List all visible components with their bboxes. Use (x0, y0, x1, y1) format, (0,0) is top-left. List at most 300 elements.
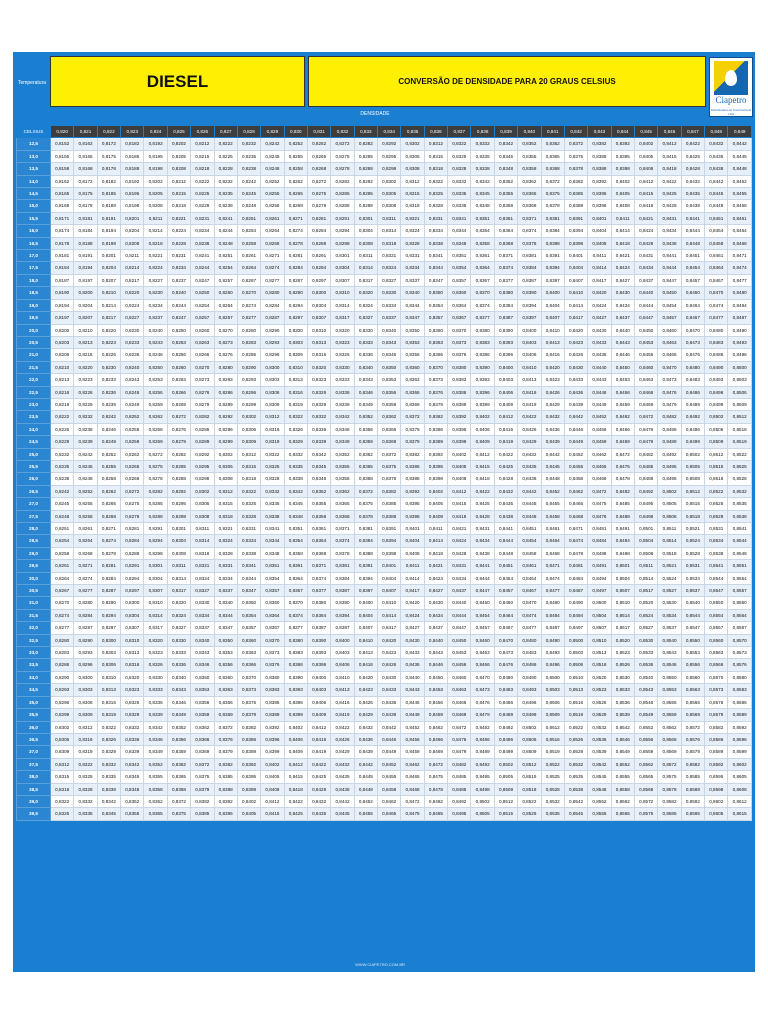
converted-density-cell: 0,8332 (471, 138, 494, 150)
converted-density-cell: 0,8275 (331, 150, 354, 162)
converted-density-cell: 0,8476 (681, 349, 704, 361)
converted-density-cell: 0,8481 (564, 560, 587, 572)
converted-density-cell: 0,8247 (167, 312, 190, 324)
converted-density-cell: 0,8365 (331, 498, 354, 510)
converted-density-cell: 0,8402 (237, 795, 260, 807)
converted-density-cell: 0,8264 (214, 299, 237, 311)
converted-density-cell: 0,8320 (331, 324, 354, 336)
converted-density-cell: 0,8579 (681, 746, 704, 758)
converted-density-cell: 0,8456 (401, 733, 424, 745)
converted-density-cell: 0,8315 (51, 771, 74, 783)
converted-density-cell: 0,8585 (681, 771, 704, 783)
converted-density-cell: 0,8344 (424, 262, 447, 274)
converted-density-cell: 0,8369 (191, 746, 214, 758)
converted-density-cell: 0,8270 (214, 324, 237, 336)
temperature-cell: 22,5 (17, 386, 51, 398)
converted-density-cell: 0,8346 (191, 659, 214, 671)
converted-density-cell: 0,8342 (307, 448, 330, 460)
converted-density-cell: 0,8536 (611, 696, 634, 708)
converted-density-cell: 0,8295 (354, 188, 377, 200)
converted-density-cell: 0,8551 (728, 560, 752, 572)
converted-density-cell: 0,8267 (214, 312, 237, 324)
converted-density-cell: 0,8321 (191, 560, 214, 572)
converted-density-cell: 0,8576 (705, 696, 728, 708)
temperature-cell: 35,0 (17, 696, 51, 708)
converted-density-cell: 0,8429 (354, 709, 377, 721)
converted-density-cell: 0,8615 (728, 808, 752, 820)
converted-density-cell: 0,8214 (97, 299, 120, 311)
converted-density-cell: 0,8348 (307, 473, 330, 485)
temperature-cell: 31,0 (17, 597, 51, 609)
table-row (17, 324, 752, 336)
converted-density-cell: 0,8487 (728, 312, 752, 324)
converted-density-cell: 0,8380 (471, 324, 494, 336)
density-header-cell: 0,842 (564, 126, 587, 138)
converted-density-cell: 0,8447 (658, 274, 681, 286)
converted-density-cell: 0,8492 (634, 485, 657, 497)
converted-density-cell: 0,8432 (541, 411, 564, 423)
converted-density-cell: 0,8316 (284, 386, 307, 398)
converted-density-cell: 0,8456 (448, 659, 471, 671)
converted-density-cell: 0,8502 (658, 485, 681, 497)
converted-density-cell: 0,8416 (494, 423, 517, 435)
converted-density-cell: 0,8445 (541, 460, 564, 472)
converted-density-cell: 0,8455 (378, 771, 401, 783)
converted-density-cell: 0,8418 (611, 237, 634, 249)
converted-density-cell: 0,8543 (658, 647, 681, 659)
converted-density-cell: 0,8312 (424, 138, 447, 150)
converted-density-cell: 0,8443 (424, 647, 447, 659)
converted-density-cell: 0,8377 (471, 312, 494, 324)
converted-density-cell: 0,8321 (214, 523, 237, 535)
converted-density-cell: 0,8358 (331, 473, 354, 485)
converted-density-cell: 0,8428 (448, 547, 471, 559)
converted-density-cell: 0,8322 (97, 721, 120, 733)
converted-density-cell: 0,8333 (167, 647, 190, 659)
converted-density-cell: 0,8280 (214, 361, 237, 373)
converted-density-cell: 0,8392 (611, 138, 634, 150)
converted-density-cell: 0,8178 (74, 200, 97, 212)
converted-density-cell: 0,8322 (448, 138, 471, 150)
converted-density-cell: 0,8349 (354, 398, 377, 410)
converted-density-cell: 0,8446 (611, 349, 634, 361)
converted-density-cell: 0,8406 (331, 659, 354, 671)
converted-density-cell: 0,8268 (261, 237, 284, 249)
converted-density-cell: 0,8328 (424, 200, 447, 212)
converted-density-cell: 0,8557 (705, 622, 728, 634)
converted-density-cell: 0,8436 (564, 386, 587, 398)
converted-density-cell: 0,8401 (564, 250, 587, 262)
converted-density-cell: 0,8260 (214, 287, 237, 299)
converted-density-cell: 0,8392 (401, 485, 424, 497)
converted-density-cell: 0,8507 (611, 585, 634, 597)
converted-density-cell: 0,8226 (51, 423, 74, 435)
converted-density-cell: 0,8338 (448, 200, 471, 212)
converted-density-cell: 0,8382 (401, 448, 424, 460)
converted-density-cell: 0,8242 (97, 411, 120, 423)
converted-density-cell: 0,8550 (658, 671, 681, 683)
converted-density-cell: 0,8221 (144, 250, 167, 262)
converted-density-cell: 0,8394 (541, 262, 564, 274)
converted-density-cell: 0,8305 (401, 150, 424, 162)
converted-density-cell: 0,8312 (237, 448, 260, 460)
converted-density-cell: 0,8435 (705, 150, 728, 162)
converted-density-cell: 0,8565 (634, 771, 657, 783)
converted-density-cell: 0,8329 (97, 746, 120, 758)
converted-density-cell: 0,8261 (74, 523, 97, 535)
converted-density-cell: 0,8310 (97, 671, 120, 683)
converted-density-cell: 0,8231 (191, 212, 214, 224)
temperature-cell: 33,5 (17, 659, 51, 671)
converted-density-cell: 0,8234 (144, 299, 167, 311)
converted-density-cell: 0,8302 (401, 138, 424, 150)
converted-density-cell: 0,8255 (74, 498, 97, 510)
converted-density-cell: 0,8555 (611, 771, 634, 783)
converted-density-cell: 0,8324 (401, 225, 424, 237)
converted-density-cell: 0,8454 (518, 535, 541, 547)
converted-density-cell: 0,8374 (331, 535, 354, 547)
converted-density-cell: 0,8346 (144, 733, 167, 745)
converted-density-cell: 0,8380 (307, 597, 330, 609)
converted-density-cell: 0,8458 (378, 783, 401, 795)
converted-density-cell: 0,8229 (74, 398, 97, 410)
converted-density-cell: 0,8298 (378, 163, 401, 175)
converted-density-cell: 0,8424 (424, 572, 447, 584)
converted-density-cell: 0,8434 (471, 535, 494, 547)
converted-density-cell: 0,8315 (401, 188, 424, 200)
converted-density-cell: 0,8459 (588, 436, 611, 448)
table-row (17, 795, 752, 807)
converted-density-cell: 0,8404 (378, 572, 401, 584)
converted-density-cell: 0,8454 (681, 262, 704, 274)
converted-density-cell: 0,8436 (378, 696, 401, 708)
converted-density-cell: 0,8483 (518, 647, 541, 659)
converted-density-cell: 0,8589 (705, 746, 728, 758)
converted-density-cell: 0,8511 (634, 560, 657, 572)
table-row (17, 225, 752, 237)
converted-density-cell: 0,8445 (728, 150, 752, 162)
converted-density-cell: 0,8470 (494, 634, 517, 646)
converted-density-cell: 0,8491 (611, 523, 634, 535)
table-row (17, 262, 752, 274)
converted-density-cell: 0,8222 (214, 138, 237, 150)
converted-density-cell: 0,8340 (191, 634, 214, 646)
converted-density-cell: 0,8402 (634, 138, 657, 150)
converted-density-cell: 0,8336 (331, 386, 354, 398)
converted-density-cell: 0,8549 (634, 709, 657, 721)
converted-density-cell: 0,8423 (564, 336, 587, 348)
converted-density-cell: 0,8288 (331, 200, 354, 212)
converted-density-cell: 0,8476 (634, 423, 657, 435)
density-header-cell: 0,844 (611, 126, 634, 138)
converted-density-cell: 0,8372 (191, 758, 214, 770)
converted-density-cell: 0,8304 (121, 609, 144, 621)
converted-density-cell: 0,8339 (331, 398, 354, 410)
converted-density-cell: 0,8386 (471, 349, 494, 361)
converted-density-cell: 0,8293 (237, 374, 260, 386)
converted-density-cell: 0,8380 (494, 287, 517, 299)
converted-density-cell: 0,8415 (634, 188, 657, 200)
converted-density-cell: 0,8343 (354, 374, 377, 386)
converted-density-cell: 0,8427 (401, 622, 424, 634)
converted-density-cell: 0,8448 (518, 510, 541, 522)
converted-density-cell: 0,8410 (518, 361, 541, 373)
converted-density-cell: 0,8219 (51, 398, 74, 410)
converted-density-cell: 0,8208 (144, 200, 167, 212)
converted-density-cell: 0,8385 (214, 771, 237, 783)
converted-density-cell: 0,8542 (588, 758, 611, 770)
converted-density-cell: 0,8422 (284, 795, 307, 807)
converted-density-cell: 0,8441 (494, 523, 517, 535)
converted-density-cell: 0,8445 (331, 808, 354, 820)
converted-density-cell: 0,8302 (191, 485, 214, 497)
table-row (17, 423, 752, 435)
converted-density-cell: 0,8212 (191, 138, 214, 150)
table-row (17, 684, 752, 696)
converted-density-cell: 0,8336 (144, 696, 167, 708)
converted-density-cell: 0,8562 (634, 758, 657, 770)
converted-density-cell: 0,8222 (51, 411, 74, 423)
converted-density-cell: 0,8486 (681, 386, 704, 398)
converted-density-cell: 0,8335 (448, 188, 471, 200)
converted-density-cell: 0,8406 (284, 733, 307, 745)
converted-density-cell: 0,8208 (121, 237, 144, 249)
converted-density-cell: 0,8351 (471, 212, 494, 224)
converted-density-cell: 0,8303 (97, 647, 120, 659)
converted-density-cell: 0,8236 (74, 423, 97, 435)
converted-density-cell: 0,8334 (191, 609, 214, 621)
converted-density-cell: 0,8447 (471, 585, 494, 597)
converted-density-cell: 0,8555 (588, 808, 611, 820)
converted-density-cell: 0,8602 (728, 758, 752, 770)
converted-density-cell: 0,8318 (214, 510, 237, 522)
converted-density-cell: 0,8405 (237, 808, 260, 820)
converted-density-cell: 0,8531 (681, 560, 704, 572)
temperature-cell: 15,5 (17, 212, 51, 224)
converted-density-cell: 0,8311 (378, 212, 401, 224)
converted-density-cell: 0,8357 (448, 274, 471, 286)
converted-density-cell: 0,8528 (705, 510, 728, 522)
converted-density-cell: 0,8496 (681, 423, 704, 435)
converted-density-cell: 0,8576 (728, 659, 752, 671)
converted-density-cell: 0,8508 (658, 510, 681, 522)
converted-density-cell: 0,8184 (74, 225, 97, 237)
converted-density-cell: 0,8272 (167, 411, 190, 423)
converted-density-cell: 0,8407 (378, 585, 401, 597)
converted-density-cell: 0,8398 (611, 163, 634, 175)
converted-density-cell: 0,8283 (51, 647, 74, 659)
converted-density-cell: 0,8354 (471, 225, 494, 237)
converted-density-cell: 0,8278 (284, 237, 307, 249)
converted-density-cell: 0,8398 (424, 473, 447, 485)
converted-density-cell: 0,8435 (518, 460, 541, 472)
temperature-cell: 36,5 (17, 733, 51, 745)
table-row (17, 287, 752, 299)
converted-density-cell: 0,8560 (681, 671, 704, 683)
converted-density-cell: 0,8362 (144, 795, 167, 807)
converted-density-cell: 0,8497 (588, 585, 611, 597)
converted-density-cell: 0,8330 (144, 671, 167, 683)
converted-density-cell: 0,8559 (658, 709, 681, 721)
converted-density-cell: 0,8309 (261, 398, 284, 410)
table-row (17, 671, 752, 683)
converted-density-cell: 0,8547 (705, 585, 728, 597)
density-header-cell: 0,839 (494, 126, 517, 138)
converted-density-cell: 0,8286 (214, 386, 237, 398)
converted-density-cell: 0,8377 (494, 274, 517, 286)
converted-density-cell: 0,8553 (681, 647, 704, 659)
converted-density-cell: 0,8385 (564, 188, 587, 200)
converted-density-cell: 0,8350 (378, 361, 401, 373)
converted-density-cell: 0,8400 (354, 597, 377, 609)
converted-density-cell: 0,8429 (541, 398, 564, 410)
converted-density-cell: 0,8210 (51, 361, 74, 373)
converted-density-cell: 0,8428 (494, 473, 517, 485)
table-row (17, 336, 752, 348)
converted-density-cell: 0,8225 (191, 188, 214, 200)
converted-density-cell: 0,8280 (74, 597, 97, 609)
converted-density-cell: 0,8205 (144, 188, 167, 200)
converted-density-cell: 0,8354 (448, 262, 471, 274)
converted-density-cell: 0,8348 (261, 547, 284, 559)
converted-density-cell: 0,8553 (658, 684, 681, 696)
converted-density-cell: 0,8354 (237, 609, 260, 621)
converted-density-cell: 0,8185 (97, 188, 120, 200)
converted-density-cell: 0,8348 (494, 163, 517, 175)
converted-density-cell: 0,8258 (74, 510, 97, 522)
converted-density-cell: 0,8428 (658, 200, 681, 212)
converted-density-cell: 0,8235 (51, 460, 74, 472)
converted-density-cell: 0,8290 (237, 361, 260, 373)
converted-density-cell: 0,8315 (424, 150, 447, 162)
converted-density-cell: 0,8489 (681, 398, 704, 410)
converted-density-cell: 0,8278 (331, 163, 354, 175)
converted-density-cell: 0,8254 (214, 262, 237, 274)
ciapetro-logo (709, 57, 753, 117)
converted-density-cell: 0,8252 (97, 448, 120, 460)
converted-density-cell: 0,8395 (237, 771, 260, 783)
converted-density-cell: 0,8254 (51, 535, 74, 547)
converted-density-cell: 0,8438 (331, 783, 354, 795)
converted-density-cell: 0,8444 (471, 572, 494, 584)
converted-density-cell: 0,8436 (401, 659, 424, 671)
converted-density-cell: 0,8361 (494, 212, 517, 224)
converted-density-cell: 0,8450 (448, 634, 471, 646)
converted-density-cell: 0,8507 (588, 622, 611, 634)
converted-density-cell: 0,8456 (634, 349, 657, 361)
converted-density-cell: 0,8372 (401, 411, 424, 423)
table-row (17, 386, 752, 398)
converted-density-cell: 0,8556 (658, 696, 681, 708)
converted-density-cell: 0,8407 (541, 312, 564, 324)
converted-density-cell: 0,8469 (424, 746, 447, 758)
converted-density-cell: 0,8537 (658, 622, 681, 634)
converted-density-cell: 0,8370 (261, 634, 284, 646)
converted-density-cell: 0,8233 (97, 374, 120, 386)
converted-density-cell: 0,8569 (658, 746, 681, 758)
converted-density-cell: 0,8277 (74, 585, 97, 597)
converted-density-cell: 0,8215 (167, 188, 190, 200)
converted-density-cell: 0,8306 (51, 733, 74, 745)
converted-density-cell: 0,8345 (307, 460, 330, 472)
converted-density-cell: 0,8360 (401, 361, 424, 373)
converted-density-cell: 0,8557 (728, 585, 752, 597)
table-row (17, 312, 752, 324)
converted-density-cell: 0,8227 (121, 312, 144, 324)
converted-density-cell: 0,8360 (424, 324, 447, 336)
temperature-cell: 27,5 (17, 510, 51, 522)
converted-density-cell: 0,8512 (494, 795, 517, 807)
converted-density-cell: 0,8278 (144, 473, 167, 485)
converted-density-cell: 0,8338 (97, 783, 120, 795)
converted-density-cell: 0,8470 (471, 671, 494, 683)
converted-density-cell: 0,8338 (284, 473, 307, 485)
converted-density-cell: 0,8431 (448, 560, 471, 572)
converted-density-cell: 0,8373 (448, 336, 471, 348)
converted-density-cell: 0,8314 (167, 572, 190, 584)
converted-density-cell: 0,8300 (121, 597, 144, 609)
table-row (17, 498, 752, 510)
converted-density-cell: 0,8528 (681, 547, 704, 559)
density-header-cell: 0,821 (74, 126, 97, 138)
converted-density-cell: 0,8345 (494, 150, 517, 162)
converted-density-cell: 0,8240 (167, 287, 190, 299)
converted-density-cell: 0,8474 (518, 609, 541, 621)
converted-density-cell: 0,8442 (564, 411, 587, 423)
converted-density-cell: 0,8470 (705, 287, 728, 299)
converted-density-cell: 0,8465 (588, 460, 611, 472)
converted-density-cell: 0,8265 (284, 188, 307, 200)
converted-density-cell: 0,8408 (634, 163, 657, 175)
converted-density-cell: 0,8250 (191, 287, 214, 299)
converted-density-cell: 0,8318 (191, 547, 214, 559)
converted-density-cell: 0,8319 (284, 398, 307, 410)
converted-density-cell: 0,8328 (74, 783, 97, 795)
converted-density-cell: 0,8312 (261, 411, 284, 423)
converted-density-cell: 0,8403 (494, 374, 517, 386)
converted-density-cell: 0,8382 (424, 411, 447, 423)
converted-density-cell: 0,8485 (424, 808, 447, 820)
converted-density-cell: 0,8395 (588, 188, 611, 200)
converted-density-cell: 0,8303 (284, 336, 307, 348)
converted-density-cell: 0,8386 (261, 696, 284, 708)
converted-density-cell: 0,8378 (354, 510, 377, 522)
converted-density-cell: 0,8263 (167, 374, 190, 386)
converted-density-cell: 0,8339 (144, 709, 167, 721)
converted-density-cell: 0,8462 (424, 721, 447, 733)
converted-density-cell: 0,8375 (191, 771, 214, 783)
converted-density-cell: 0,8194 (74, 262, 97, 274)
converted-density-cell: 0,8427 (424, 585, 447, 597)
converted-density-cell: 0,8326 (144, 659, 167, 671)
converted-density-cell: 0,8420 (401, 597, 424, 609)
converted-density-cell: 0,8514 (611, 609, 634, 621)
converted-density-cell: 0,8200 (74, 287, 97, 299)
converted-density-cell: 0,8530 (658, 597, 681, 609)
converted-density-cell: 0,8471 (564, 523, 587, 535)
converted-density-cell: 0,8450 (658, 287, 681, 299)
converted-density-cell: 0,8404 (588, 225, 611, 237)
converted-density-cell: 0,8242 (51, 485, 74, 497)
converted-density-cell: 0,8371 (307, 560, 330, 572)
converted-density-cell: 0,8446 (564, 423, 587, 435)
converted-density-cell: 0,8504 (588, 609, 611, 621)
converted-density-cell: 0,8354 (261, 572, 284, 584)
converted-density-cell: 0,8470 (518, 597, 541, 609)
converted-density-cell: 0,8399 (471, 398, 494, 410)
converted-density-cell: 0,8485 (634, 460, 657, 472)
converted-density-cell: 0,8284 (284, 262, 307, 274)
